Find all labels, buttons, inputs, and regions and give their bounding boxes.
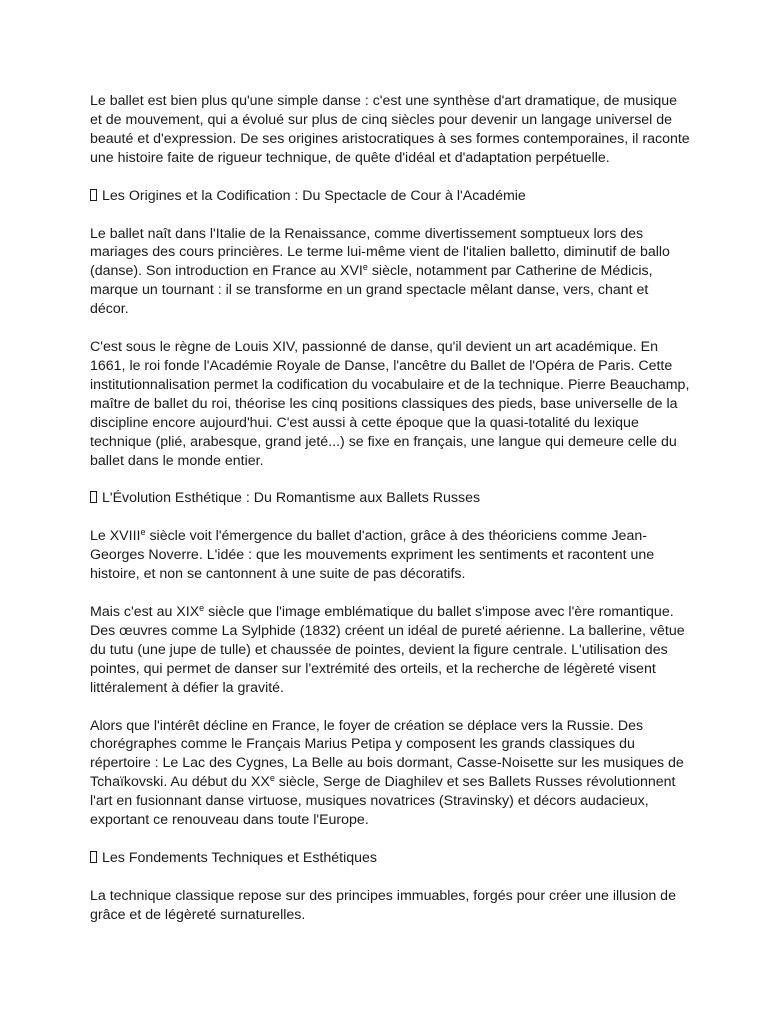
paragraph-technique: La technique classique repose sur des principes immuables, forgés pour créer une illusion de grâce et de légèreté surnaturelles. xyxy=(90,887,676,923)
paragraph-louis-xiv: C'est sous le règne de Louis XIV, passionné de danse, qu'il devient un art académique. En 1661, le roi fonde l'Académie Royale de Danse, l'ancêtre du Ballet de l'Opéra de Paris. Cette institutionnalisation permet la codification du vocabulaire et de la technique. Pierre Beauchamp, maître de ballet du roi, théorise les cinq positions classiques des pieds, base universelle de la discipline encore aujourd'hui. C'est aussi à cette époque que la quasi-totalité du lexique technique (plié, arabesque, grand jeté...) se fixe en français, une langue qui demeure celle du ballet dans le monde entier. xyxy=(90,339,690,469)
paragraph-text: siècle que l'image emblématique du ballet s'impose avec l'ère romantique. Des œuvres comme La Sylphide (1832) créent un idéal de pureté aérienne. La ballerine, vêtue du tutu (une jupe de tulle) et chaussée de pointes, devient la figure centrale. L'utilisation des pointes, qui permet de danser sur l'extrémité des orteils, et la recherche de légèreté visent littéralement à défier la gravité. xyxy=(90,604,685,696)
missing-glyph-icon xyxy=(90,491,97,503)
section-heading-text: Les Fondements Techniques et Esthétiques xyxy=(102,850,377,866)
superscript: e xyxy=(362,262,368,273)
section-heading-origines xyxy=(90,187,690,206)
section-heading-text: L'Évolution Esthétique : Du Romantisme aux Ballets Russes xyxy=(102,490,481,507)
superscript: e xyxy=(199,603,205,614)
section-heading-evolution xyxy=(90,489,690,508)
section-heading-text: Les Origines et la Codification : Du Spectacle de Cour à l'Académie xyxy=(102,187,526,204)
paragraph-text: siècle voit l'émergence du ballet d'action, grâce à des théoriciens comme Jean-Georges Noverre. L'idée : que les mouvements expriment les sentiments et racontent une histoire, et non se cantonnent à une suite de pas décoratifs. xyxy=(90,528,655,583)
paragraph-xviii xyxy=(90,527,690,584)
superscript: e xyxy=(269,773,275,784)
paragraph-russie xyxy=(90,717,690,830)
paragraph-text: siècle, Serge de Diaghilev et ses Ballets Russes révolutionnent l'art en fusionnant danse virtuose, musiques novatrices (Stravinsky) et décors audacieux, exportant ce renouveau dans toute l'Europe. xyxy=(90,774,676,829)
paragraph-text: Le ballet naît dans l'Italie de la Renaissance, comme divertissement somptueux lors des mariages des cours princières. Le terme lui-même vient de l'italien balletto, diminutif de ballo (danse). Son introduction en France au XVI xyxy=(90,225,670,280)
paragraph-xix xyxy=(90,603,690,698)
intro-paragraph: Le ballet est bien plus qu'une simple danse : c'est une synthèse d'art dramatique, de musique et de mouvement, qui a évolué sur plus de cinq siècles pour devenir un langage universel de beauté et d'expression. De ses origines aristocratiques à ses formes contemporaines, il raconte une histoire faite de rigueur technique, de quête d'idéal et d'adaptation perpétuelle. xyxy=(90,93,690,166)
paragraph-text: Mais c'est au XIX xyxy=(90,604,200,621)
paragraph-text: Alors que l'intérêt décline en France, le foyer de création se déplace vers la Russie. Des chorégraphes comme le Français Marius Petipa y composent les grands classiques du répertoire : Le Lac des Cygnes, La Belle au bois dormant, Casse-Noisette sur les musiques de Tchaïkovski. Au début du XX xyxy=(90,717,684,791)
document-body xyxy=(90,92,690,944)
superscript: e xyxy=(140,527,146,538)
section-heading-fondements xyxy=(90,849,690,868)
paragraph-text: siècle, notamment par Catherine de Médicis, marque un tournant : il se transforme en un grand spectacle mêlant danse, vers, chant et décor. xyxy=(90,263,653,318)
paragraph-text: Le XVIII xyxy=(90,528,141,545)
paragraph-renaissance xyxy=(90,225,690,320)
missing-glyph-icon xyxy=(90,851,97,863)
missing-glyph-icon xyxy=(90,189,97,201)
